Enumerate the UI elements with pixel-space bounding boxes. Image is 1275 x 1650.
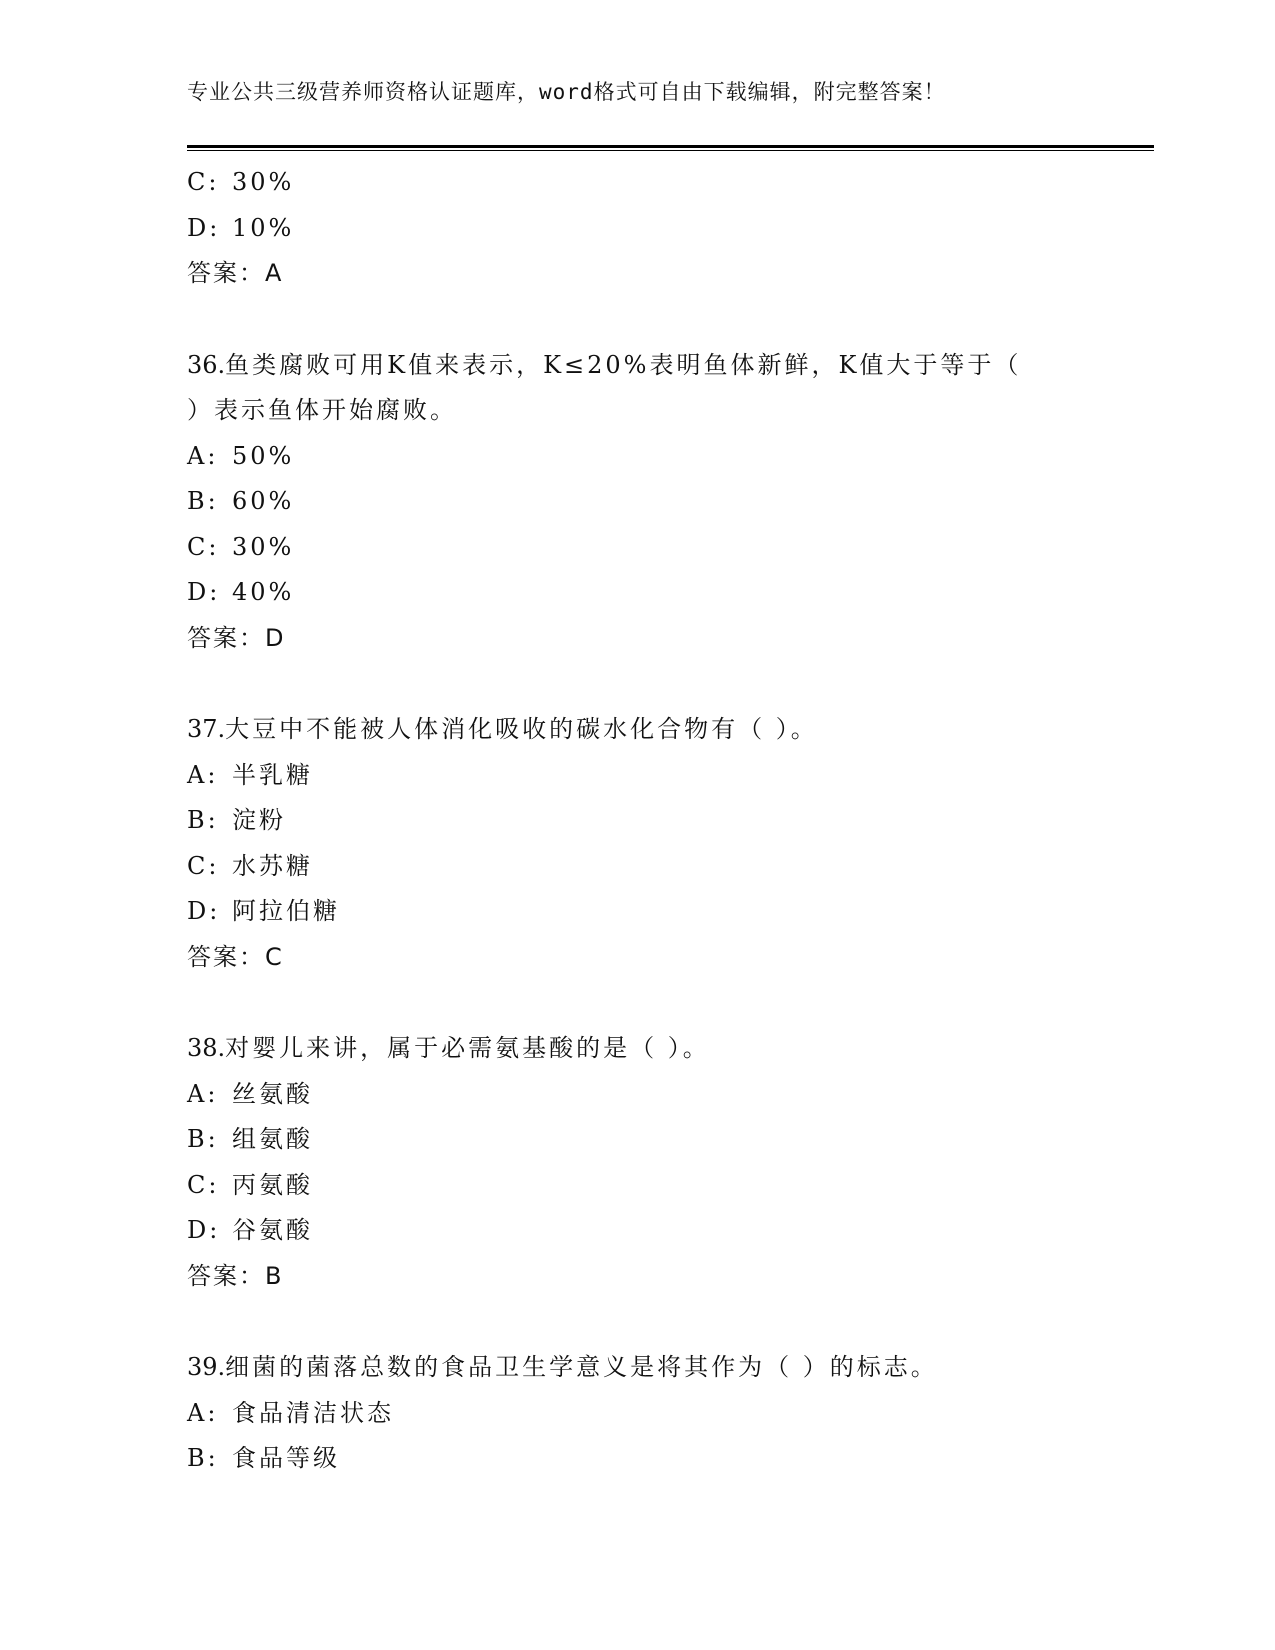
- option-text: 食品等级: [232, 1444, 340, 1472]
- option-key: B:: [187, 487, 219, 515]
- spacer: [187, 980, 1087, 1026]
- option-text: 食品清洁状态: [232, 1398, 394, 1427]
- option-key: A:: [187, 1079, 219, 1108]
- option-text: 谷氨酸: [232, 1216, 313, 1244]
- option-row: [187, 1117, 1087, 1163]
- option-row: [187, 889, 1087, 935]
- option-text: 半乳糖: [232, 760, 313, 789]
- question-text: 细菌的菌落总数的食品卫生学意义是将其作为（ ）的标志。: [225, 1353, 938, 1381]
- option-text: 丝氨酸: [232, 1079, 313, 1108]
- answer-line: 答案：D: [187, 623, 286, 652]
- question-number: 38.: [187, 1034, 226, 1062]
- option-key: B:: [187, 806, 219, 834]
- option-key: C:: [187, 1170, 220, 1199]
- spacer: [187, 297, 1087, 343]
- option-text: 水苏糖: [232, 851, 313, 880]
- answer-line: 答案：A: [187, 259, 284, 287]
- question-stem: [187, 343, 1087, 389]
- header-rule-thin: [187, 150, 1154, 151]
- question-stem: [187, 707, 1087, 753]
- question-number: 39.: [187, 1353, 226, 1381]
- header-rule-thick: [187, 145, 1154, 148]
- question-text: 大豆中不能被人体消化吸收的碳水化合物有（ ）。: [225, 715, 818, 743]
- option-row: [187, 1163, 1087, 1209]
- option-text: 组氨酸: [232, 1125, 313, 1153]
- option-key: A:: [187, 760, 219, 789]
- option-key: D:: [187, 1216, 221, 1244]
- option-text: 10%: [232, 213, 295, 242]
- option-key: C:: [187, 168, 220, 196]
- option-row: [187, 206, 1087, 252]
- answer-line: 答案：B: [187, 1261, 284, 1290]
- option-row: [187, 798, 1087, 844]
- option-key: C:: [187, 532, 220, 561]
- question-text: 鱼类腐败可用K值来表示，K≤20%表明鱼体新鲜，K值大于等于（: [225, 350, 1022, 379]
- option-text: 30%: [232, 168, 295, 196]
- question-list: [187, 160, 1087, 1482]
- option-key: D:: [187, 897, 221, 925]
- option-key: C:: [187, 851, 220, 880]
- option-key: A:: [187, 1398, 219, 1427]
- option-row: [187, 753, 1087, 799]
- option-row: [187, 479, 1087, 525]
- option-text: 丙氨酸: [232, 1170, 313, 1199]
- option-text: 淀粉: [232, 806, 286, 834]
- option-text: 60%: [232, 487, 295, 515]
- question-number: 36.: [187, 350, 226, 379]
- option-key: D:: [187, 578, 221, 606]
- option-row: [187, 1436, 1087, 1482]
- option-text: 阿拉伯糖: [232, 897, 340, 925]
- option-row: [187, 1391, 1087, 1437]
- question-number: 37.: [187, 715, 226, 743]
- option-row: [187, 1072, 1087, 1118]
- option-row: [187, 434, 1087, 480]
- option-key: D:: [187, 213, 221, 242]
- answer-line: 答案：C: [187, 942, 284, 971]
- option-key: B:: [187, 1444, 219, 1472]
- question-stem: [187, 1026, 1087, 1072]
- option-row: [187, 1208, 1087, 1254]
- spacer: [187, 1299, 1087, 1345]
- option-text: 30%: [232, 532, 295, 561]
- question-text: 对婴儿来讲，属于必需氨基酸的是（ ）。: [225, 1034, 710, 1062]
- option-text: 40%: [232, 578, 295, 606]
- option-row: [187, 844, 1087, 890]
- option-row: [187, 160, 1087, 206]
- option-key: B:: [187, 1125, 219, 1153]
- question-stem: [187, 1345, 1087, 1391]
- option-row: [187, 525, 1087, 571]
- spacer: [187, 661, 1087, 707]
- option-key: A:: [187, 441, 219, 470]
- option-text: 50%: [232, 441, 295, 470]
- question-text-continued: ）表示鱼体开始腐败。: [187, 396, 457, 424]
- option-row: [187, 570, 1087, 616]
- page-header: 专业公共三级营养师资格认证题库，word格式可自由下载编辑，附完整答案！: [187, 80, 946, 104]
